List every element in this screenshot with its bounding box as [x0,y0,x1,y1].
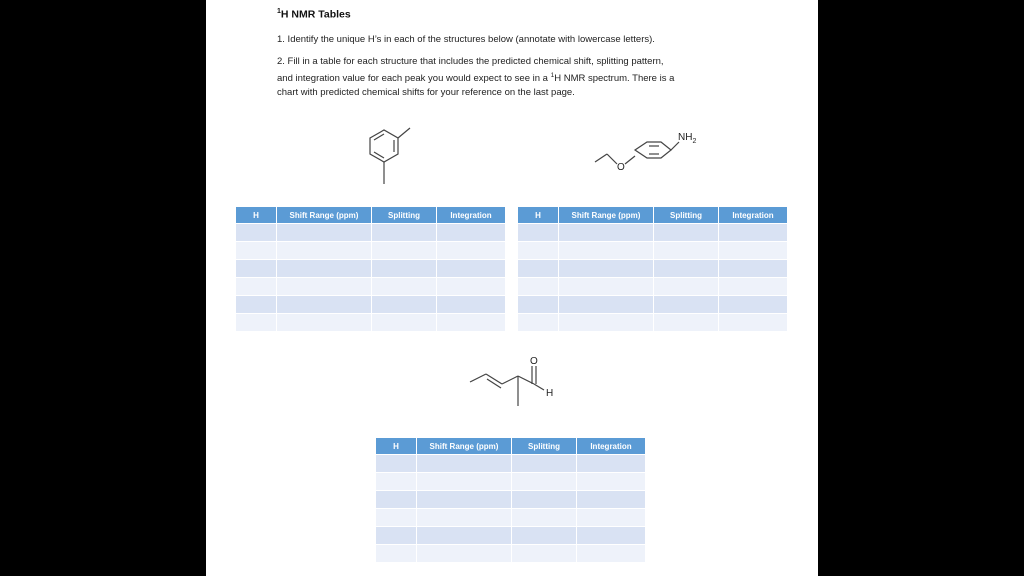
table-header-row [518,207,788,224]
molecule-methylpentenal [464,350,574,410]
title-superscript: 1 [277,8,281,15]
table-header-row [376,438,646,455]
table-row[interactable] [518,224,788,242]
instruction-2-line-2-post: H NMR spectrum. There is a [554,73,675,85]
title-text: H NMR Tables [280,8,351,21]
header-shift: Shift Range (ppm) [417,438,512,455]
header-splitting: Splitting [512,438,577,455]
molecule-xylene [344,120,414,190]
instruction-1: 1. Identify the unique H’s in each of the structures below (annotate with lowercase letters). [277,34,655,45]
instruction-2 [277,55,757,100]
instruction-2-line-3: chart with predicted chemical shifts for your reference on the last page. [277,87,575,99]
header-integration: Integration [577,438,646,455]
nmr-table-3 [375,437,646,563]
table-row[interactable] [518,242,788,260]
header-h: H [236,207,277,224]
table-row[interactable] [376,545,646,563]
aldehyde-h-label: H [546,388,554,399]
molecule-ethoxyaniline [591,120,711,180]
header-h: H [518,207,559,224]
document-page [206,0,818,576]
table-row[interactable] [376,473,646,491]
table-row[interactable] [236,242,506,260]
table-row[interactable] [236,278,506,296]
header-shift: Shift Range (ppm) [277,207,372,224]
amine-subscript: 2 [692,138,697,145]
table-row[interactable] [376,455,646,473]
ether-oxygen-label: O [617,162,625,173]
instruction-2-line-1: 2. Fill in a table for each structure that includes the predicted chemical shift, splitting pattern, [277,56,664,67]
instruction-2-line-2 [277,69,757,86]
instruction-2-line-2-pre: and integration value for each peak you would expect to see in a [277,73,551,85]
header-splitting: Splitting [654,207,719,224]
header-integration: Integration [437,207,506,224]
page-title [277,8,351,21]
table-row[interactable] [518,278,788,296]
amine-nh: NH [678,132,693,143]
instruction-2-sup: 1 [550,72,555,79]
nmr-table-2 [517,206,788,332]
table-row[interactable] [376,509,646,527]
carbonyl-oxygen-label: O [530,356,538,367]
table-header-row [236,207,506,224]
header-integration: Integration [719,207,788,224]
table-row[interactable] [518,314,788,332]
nmr-table-1 [235,206,506,332]
header-shift: Shift Range (ppm) [559,207,654,224]
table-row[interactable] [236,260,506,278]
table-row[interactable] [236,224,506,242]
header-splitting: Splitting [372,207,437,224]
header-h: H [376,438,417,455]
table-row[interactable] [376,527,646,545]
amine-label [678,132,696,145]
table-row[interactable] [236,296,506,314]
table-row[interactable] [518,296,788,314]
table-row[interactable] [376,491,646,509]
table-row[interactable] [236,314,506,332]
table-row[interactable] [518,260,788,278]
